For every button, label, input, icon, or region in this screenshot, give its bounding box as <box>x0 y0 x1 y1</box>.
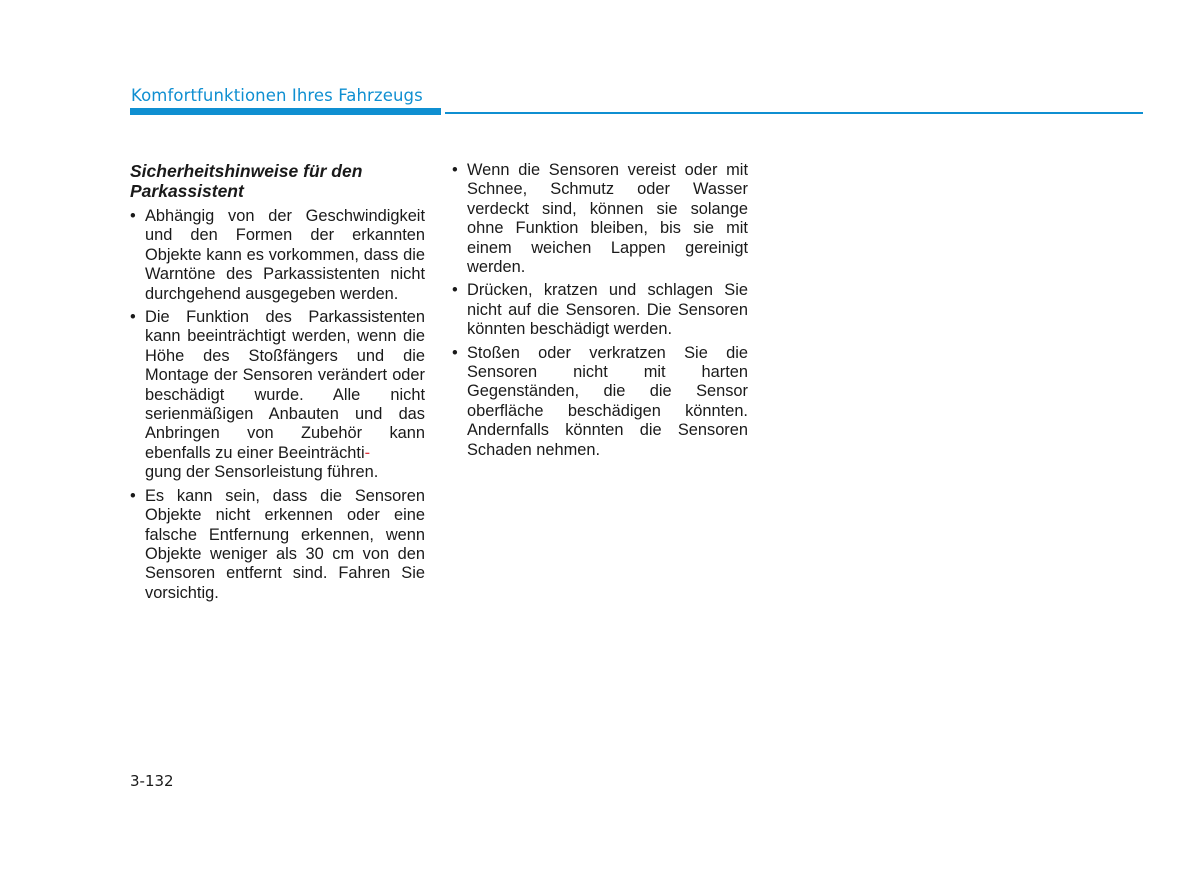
right-column <box>452 161 748 464</box>
list-item-text: Abhängig von der Geschwindigkeit und den Formen der erkannten Objekte kann es vorkommen, dass die Warntöne des Parkassistenten nicht durchgehend ausgegeben werden. <box>145 207 425 303</box>
list-item <box>452 344 748 460</box>
list-item-text: Drücken, kratzen und schlagen Sie nicht auf die Sensoren. Die Sensoren könnten beschädigt werden. <box>467 281 748 339</box>
chapter-title: Komfortfunktionen Ihres Fahrzeugs <box>131 86 423 105</box>
list-item-text: Stoßen oder verkratzen Sie die Sensoren nicht mit harten Gegenständen, die die Sensor oberfläche beschädigen könnten. Andernfalls könnten die Sensoren Schaden nehmen. <box>467 343 748 459</box>
list-item-text-part: gung der Sensorleistung führen. <box>145 463 379 482</box>
bullet-icon: • <box>130 207 136 225</box>
page-number: 3-132 <box>130 772 174 790</box>
list-item-text: Es kann sein, dass die Sensoren Objekte nicht erkennen oder eine falsche Entfernung erkennen, wenn Objekte weniger als 30 cm von den Sensoren entfernt sind. Fahren Sie vorsichtig. <box>145 486 425 602</box>
list-item <box>130 487 425 603</box>
bullet-icon: • <box>130 486 136 505</box>
left-bullet-list <box>130 207 425 603</box>
list-item-text: Wenn die Sensoren vereist oder mit Schnee, Schmutz oder Wasser verdeckt sind, können sie solange ohne Funktion bleiben, bis sie mit einem weichen Lappen gereinigt werden. <box>467 161 748 277</box>
bullet-icon: • <box>130 308 136 327</box>
bullet-icon: • <box>452 161 458 179</box>
right-bullet-list <box>452 161 748 460</box>
header-rule-thick <box>130 108 441 115</box>
header-rule-thin <box>445 112 1143 114</box>
list-item <box>130 308 425 483</box>
left-column <box>130 161 425 607</box>
list-item-text <box>145 308 425 481</box>
section-heading: Sicherheitshinweise für den Parkassistent <box>130 161 363 201</box>
list-item <box>130 207 425 304</box>
list-item <box>452 281 748 339</box>
list-item-text-part: Die Funktion des Parkassistenten kann beeinträchtigt werden, wenn die Höhe des Stoßfängers und die Montage der Sensoren verändert oder beschädigt wurde. Alle nicht serienmäßigen Anbauten und das Anbringen von Zubehör kann ebenfalls zu einer Beeinträchti <box>145 308 425 462</box>
list-item <box>452 161 748 277</box>
bullet-icon: • <box>452 343 458 362</box>
bullet-icon: • <box>452 281 458 300</box>
hyphenation-mark: - <box>364 443 371 462</box>
